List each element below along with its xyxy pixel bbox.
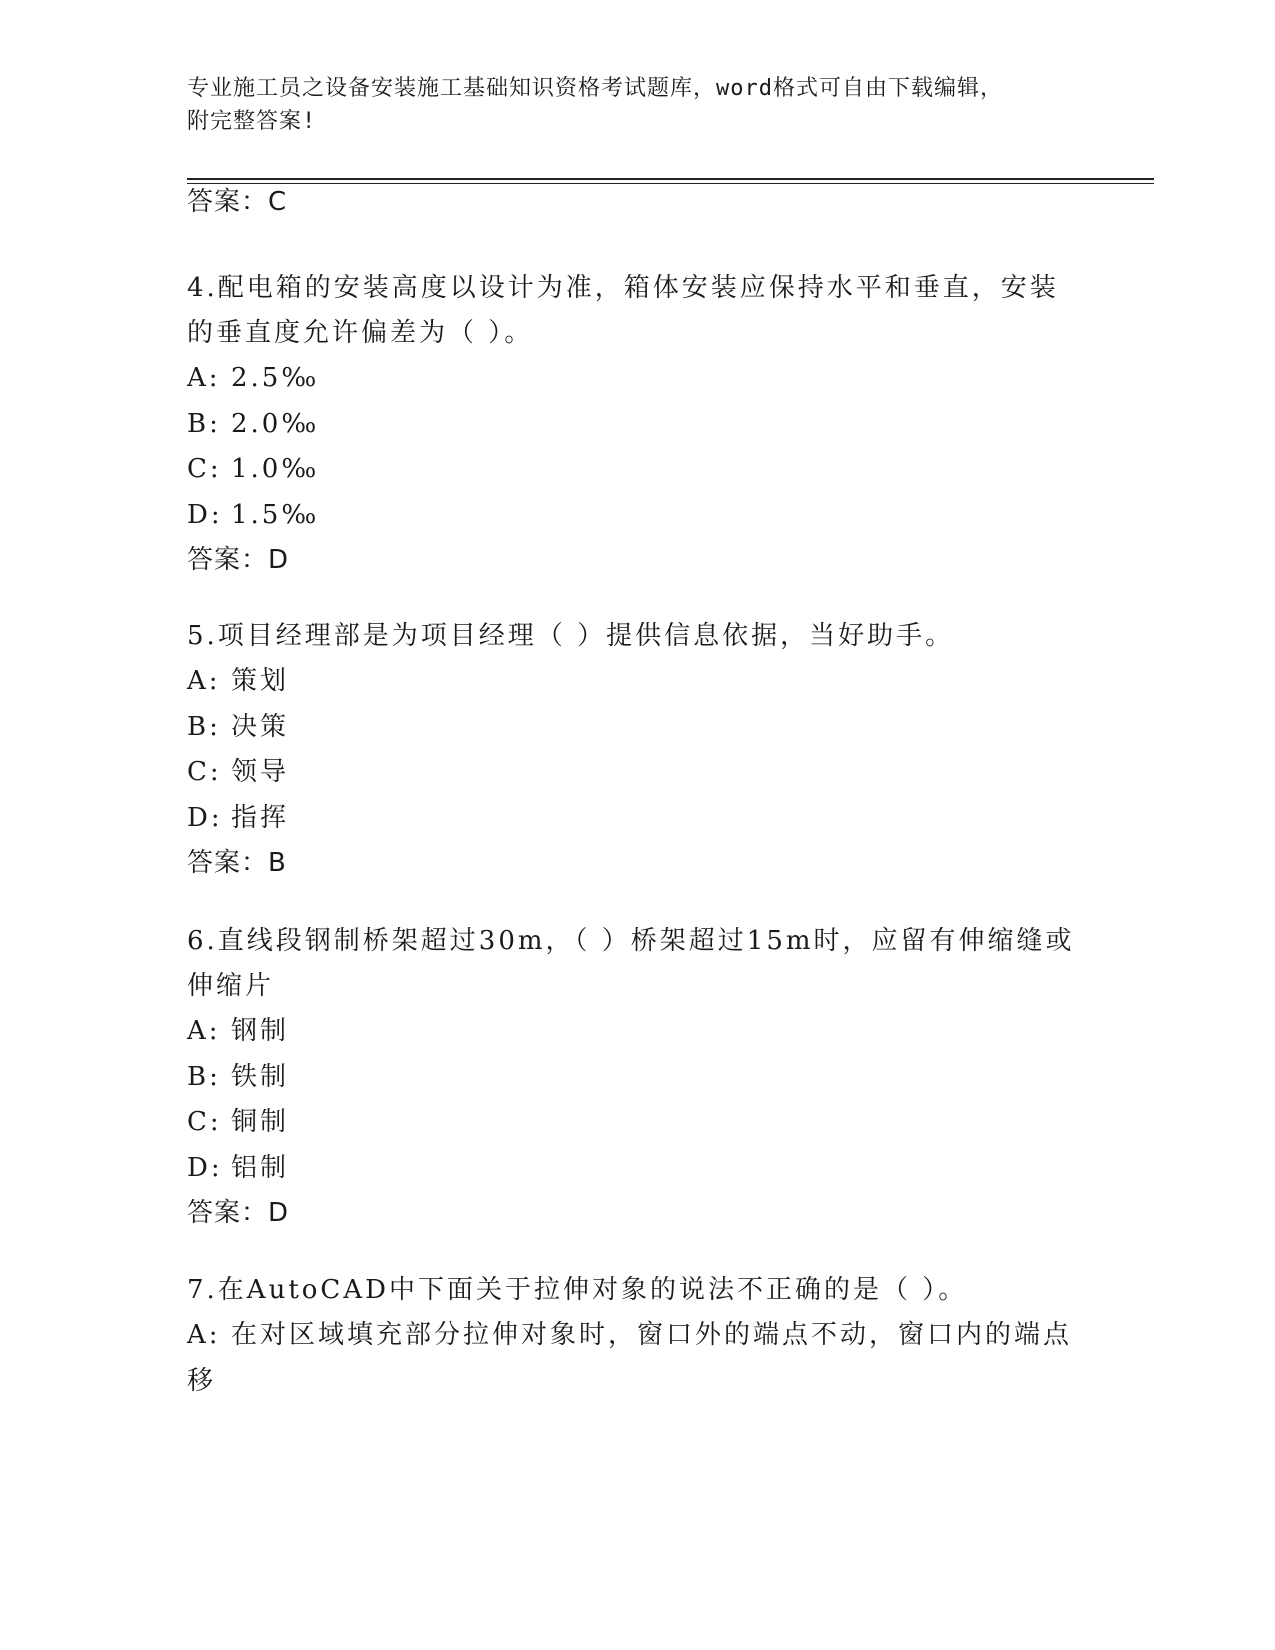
document-header	[187, 72, 1087, 138]
option-letter: D:	[187, 1152, 223, 1183]
question-6-text-line-1: 6.直线段钢制桥架超过30m，（ ）桥架超过15m时，应留有伸缩缝或	[187, 926, 1075, 956]
question-7-option-a-continued	[187, 1359, 1087, 1405]
option-letter: A:	[187, 1016, 221, 1046]
question-5-text-line-1: 5.项目经理部是为项目经理（ ）提供信息依据，当好助手。	[187, 621, 955, 651]
option-text: 领导	[231, 757, 290, 787]
question-4-answer: 答案：D	[187, 545, 290, 575]
option-letter: A:	[187, 363, 221, 393]
option-letter: D:	[187, 499, 223, 530]
question-5-answer: 答案：B	[187, 848, 287, 878]
question-6-option-c	[187, 1100, 1087, 1146]
option-text: 移	[187, 1365, 217, 1396]
option-text: 2.0‰	[231, 408, 320, 439]
option-letter: C:	[187, 454, 222, 484]
option-letter: C:	[187, 757, 222, 787]
option-text: 策划	[231, 666, 290, 696]
question-5-option-c	[187, 750, 1087, 796]
option-letter: B:	[187, 408, 221, 439]
question-4-option-a	[187, 356, 1087, 402]
question-5	[187, 614, 1087, 885]
question-6-answer: 答案：D	[187, 1198, 290, 1228]
option-text: 铜制	[231, 1107, 290, 1137]
option-text: 1.5‰	[231, 499, 320, 530]
option-letter: C:	[187, 1107, 222, 1137]
question-4	[187, 266, 1087, 582]
option-text: 铝制	[231, 1152, 290, 1183]
option-letter: A:	[187, 1320, 221, 1350]
option-text: 铁制	[231, 1061, 290, 1092]
option-text: 钢制	[231, 1016, 290, 1046]
option-text: 2.5‰	[231, 363, 320, 393]
question-4-text-line-1: 4.配电箱的安装高度以设计为准，箱体安装应保持水平和垂直，安装	[187, 273, 1059, 303]
question-7-option-a	[187, 1313, 1087, 1359]
option-text: 在对区域填充部分拉伸对象时，窗口外的端点不动，窗口内的端点	[231, 1320, 1073, 1350]
question-6-option-d	[187, 1146, 1087, 1192]
question-5-option-d	[187, 796, 1087, 842]
question-4-option-c	[187, 447, 1087, 493]
question-5-option-b	[187, 705, 1087, 751]
header-line-1: 专业施工员之设备安装施工基础知识资格考试题库，word格式可自由下载编辑，	[187, 76, 1003, 101]
question-4-option-d	[187, 493, 1087, 539]
option-text: 决策	[231, 711, 290, 742]
header-line-2: 附完整答案!	[187, 109, 317, 134]
option-letter: B:	[187, 711, 221, 742]
previous-answer: 答案：C	[187, 187, 288, 217]
question-6-option-b	[187, 1055, 1087, 1101]
question-4-option-b	[187, 402, 1087, 448]
question-6-option-a	[187, 1009, 1087, 1055]
question-6	[187, 919, 1087, 1235]
option-text: 指挥	[231, 802, 290, 833]
option-letter: B:	[187, 1061, 221, 1092]
question-7	[187, 1268, 1087, 1404]
question-4-text-line-2: 的垂直度允许偏差为（ ）。	[187, 318, 534, 348]
option-letter: D:	[187, 802, 223, 833]
question-7-text-line-1: 7.在AutoCAD中下面关于拉伸对象的说法不正确的是（ ）。	[187, 1275, 968, 1305]
option-text: 1.0‰	[231, 454, 320, 484]
question-5-option-a	[187, 659, 1087, 705]
question-6-text-line-2: 伸缩片	[187, 971, 275, 1001]
option-letter: A:	[187, 666, 221, 696]
